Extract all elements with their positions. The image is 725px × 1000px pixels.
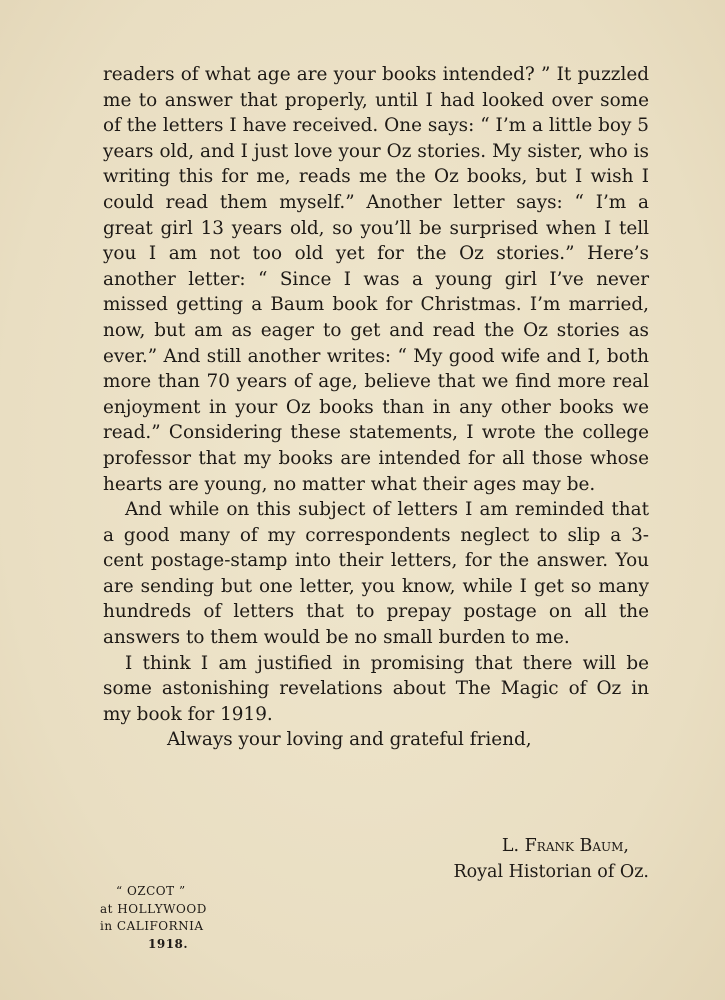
location-line-2: at HOLLYWOOD bbox=[100, 901, 207, 916]
paragraph-2: And while on this subject of letters I am reminded that a good many of my correspondents neglect to slip a 3-cent postage-stamp into their letters, for the answer. You are sending but one letter, you know, while I get so many hundreds of letters that to prepay postage on all the answers to them would be no small burden to me. bbox=[103, 499, 649, 649]
paragraph-3: I think I am justified in promising that there will be some astonishing revelations about The Magic of Oz in my book for 1919. bbox=[103, 652, 649, 725]
location-year: 1918. bbox=[148, 936, 189, 951]
location-line-3: in CALIFORNIA bbox=[100, 919, 204, 933]
location-line-1: “ OZCOT ” bbox=[116, 884, 186, 898]
closing-line: Always your loving and grateful friend, bbox=[167, 729, 532, 751]
paragraph-1: readers of what age are your books intended? ” It puzzled me to answer that properly, until I had looked over some of the letters I have received. One says: “ I’m a little boy 5 years old, and I just love your Oz stories. My sister, who is writing this for me, reads me the Oz books, but I wish I could read them myself.” Another letter says: “ I’m a great girl 13 years old, so you’ll be surprised when I tell you I am not too old yet for the Oz stories.” Here’s another letter: “ Since I was a young girl I’ve never missed getting a Baum book for Christmas. I’m married, now, but am as eager to get and read the Oz stories as ever.” And still another writes: “ My good wife and I, both more than 70 years of age, believe that we find more real enjoyment in your Oz books than in any other books we read.” Considering these statements, I wrote the college professor that my books are intended for all those whose hearts are young, no matter what their ages may be. bbox=[103, 64, 649, 495]
location-block bbox=[100, 883, 207, 953]
author-title: Royal Historian of Oz. bbox=[453, 861, 649, 882]
author-name: L. Frank Baum, bbox=[501, 836, 629, 856]
letter-body bbox=[103, 62, 649, 753]
signature-block bbox=[400, 834, 649, 885]
